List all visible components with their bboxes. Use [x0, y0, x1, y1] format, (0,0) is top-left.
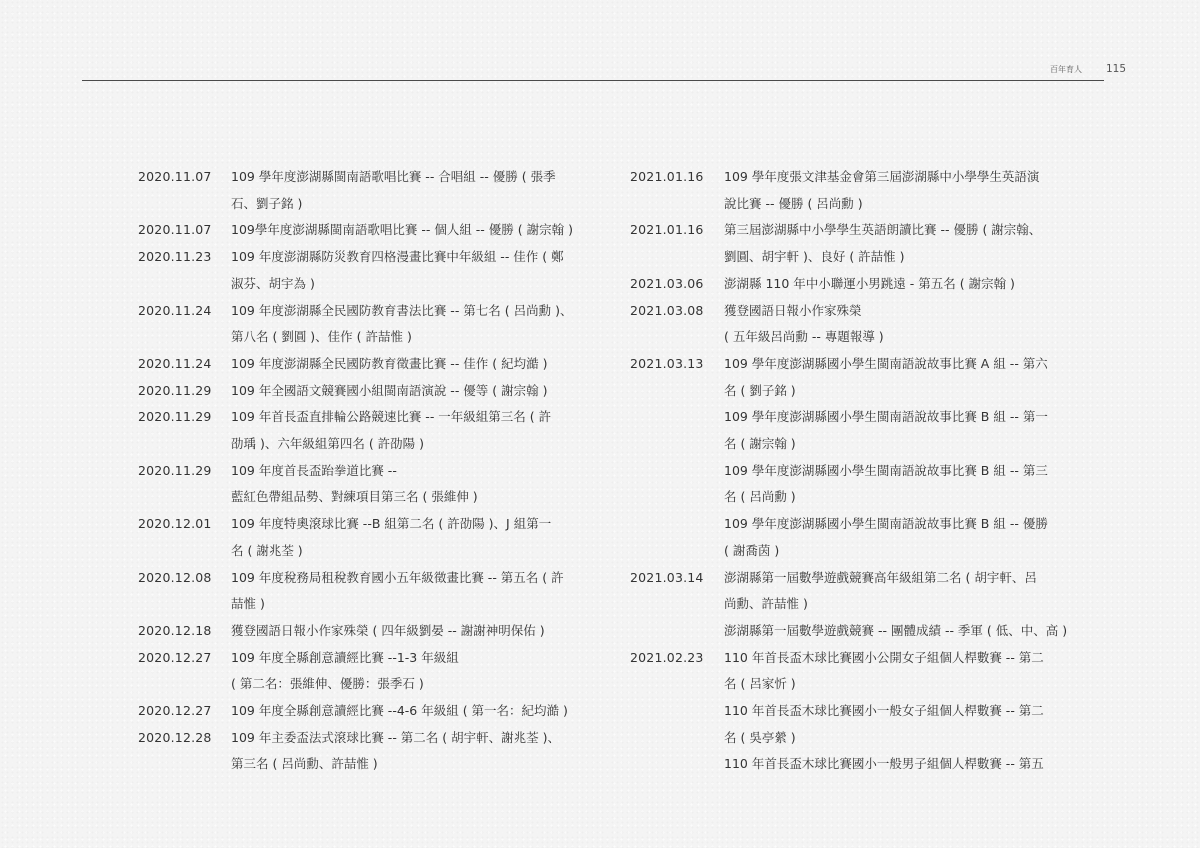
entry-date: 2021.02.23: [630, 649, 704, 665]
entry-text-line: 109 年度全縣創意讀經比賽 --4-6 年級組 ( 第一名：紀均澔 ): [231, 703, 568, 719]
award-entry: [138, 244, 608, 297]
entry-date: 2021.03.08: [630, 302, 704, 318]
entry-date: 2021.03.14: [630, 569, 704, 585]
entry-text: [231, 351, 608, 378]
entry-text-line: 藍紅色帶組品勢、對練項目第三名 ( 張維伸 ): [231, 489, 478, 505]
entry-text-line: 劭瑀 )、六年級組第四名 ( 許劭陽 ): [231, 436, 425, 452]
entry-text-line: 109 學年度澎湖縣國小學生閩南語說故事比賽 B 組 -- 第一: [724, 409, 1048, 425]
entry-text: [231, 565, 608, 618]
entry-text: [724, 511, 1100, 564]
entry-text-line: ( 謝喬茵 ): [724, 542, 780, 558]
award-entry: [138, 164, 608, 217]
entry-text-line: 石、劉子銘 ): [231, 195, 303, 211]
award-entry: [138, 645, 608, 698]
award-entry: [138, 458, 608, 511]
entry-date: 2020.11.23: [138, 249, 212, 265]
entry-text: [724, 404, 1100, 457]
entry-text: [231, 698, 608, 725]
entry-date: 2021.03.13: [630, 355, 704, 371]
award-entry: [630, 565, 1100, 618]
entry-text-line: 109 年度全縣創意讀經比賽 --1-3 年級組: [231, 649, 459, 665]
award-entry: [138, 404, 608, 457]
left-column: [138, 164, 608, 778]
entry-date: 2021.03.06: [630, 275, 704, 291]
award-entry: [138, 511, 608, 564]
entry-date: 2020.12.28: [138, 729, 212, 745]
entry-text-line: 109 年首長盃直排輪公路競速比賽 -- 一年級組第三名 ( 許: [231, 409, 552, 425]
entry-text-line: 110 年首長盃木球比賽國小公開女子組個人桿數賽 -- 第二: [724, 649, 1044, 665]
entry-text-line: 109學年度澎湖縣閩南語歌唱比賽 -- 個人組 -- 優勝 ( 謝宗翰 ): [231, 222, 573, 238]
entry-text-line: 109 學年度澎湖縣閩南語歌唱比賽 -- 合唱組 -- 優勝 ( 張季: [231, 169, 556, 184]
entry-text-line: 獲登國語日報小作家殊榮 ( 四年級劉晏 -- 謝謝神明保佑 ): [231, 622, 545, 638]
right-column: [630, 164, 1100, 778]
entry-date: 2020.11.29: [138, 409, 212, 425]
entry-text: [231, 645, 608, 698]
award-entry: [630, 618, 1100, 645]
entry-text-line: 第八名 ( 劉圓 )、佳作 ( 許喆惟 ): [231, 329, 412, 345]
entry-text-line: 109 年度澎湖縣全民國防教育徵畫比賽 -- 佳作 ( 紀均澔 ): [231, 355, 548, 371]
header-rule: [82, 80, 1104, 81]
entry-text-line: 澎湖縣第一屆數學遊戲競賽 -- 團體成績 -- 季軍 ( 低、中、高 ): [724, 622, 1068, 638]
entry-text-line: 109 年度澎湖縣防災教育四格漫畫比賽中年級組 -- 佳作 ( 鄭: [231, 249, 564, 265]
entry-text-line: 109 學年度張文津基金會第三屆澎湖縣中小學學生英語演: [724, 169, 1040, 184]
award-entry: [630, 164, 1100, 217]
entry-text: [231, 725, 608, 778]
entry-text-line: 109 年度首長盃跆拳道比賽 --: [231, 462, 397, 478]
entry-text: [231, 404, 608, 457]
entry-date: 2020.11.24: [138, 302, 212, 318]
header-title: 百年育人: [1050, 65, 1082, 74]
entry-date: 2020.11.29: [138, 382, 212, 398]
entry-text-line: ( 第二名：張維伸、優勝：張季石 ): [231, 676, 424, 692]
entry-text-line: 109 年全國語文競賽國小組閩南語演說 -- 優等 ( 謝宗翰 ): [231, 382, 548, 398]
entry-text: [724, 698, 1100, 751]
award-entry: [138, 565, 608, 618]
entry-text-line: 獲登國語日報小作家殊榮: [724, 302, 862, 318]
entry-text-line: 名 ( 呂家忻 ): [724, 676, 796, 692]
entry-text-line: 110 年首長盃木球比賽國小一般男子組個人桿數賽 -- 第五: [724, 756, 1044, 772]
entry-text: [724, 565, 1100, 618]
award-entry: [138, 698, 608, 725]
entry-text: [724, 164, 1100, 217]
award-entry: [138, 298, 608, 351]
entry-text: [724, 351, 1100, 404]
entry-text: [231, 618, 608, 645]
entry-date: 2020.11.24: [138, 355, 212, 371]
entry-text: [231, 217, 608, 244]
award-entry: [630, 271, 1100, 298]
entry-text-line: 第三名 ( 呂尚勳、許喆惟 ): [231, 756, 378, 772]
entry-text-line: 名 ( 呂尚勳 ): [724, 489, 796, 505]
entry-text: [231, 164, 608, 217]
award-entry: [630, 698, 1100, 751]
entry-text-line: 澎湖縣 110 年中小聯運小男跳遠 - 第五名 ( 謝宗翰 ): [724, 275, 1015, 291]
entry-text-line: 109 學年度澎湖縣國小學生閩南語說故事比賽 A 組 -- 第六: [724, 355, 1048, 371]
entry-text: [231, 458, 608, 511]
entry-date: 2021.01.16: [630, 222, 704, 238]
entry-text-line: ( 五年級呂尚勳 -- 專題報導 ): [724, 329, 884, 345]
award-entry: [630, 404, 1100, 457]
entry-text: [231, 378, 608, 405]
entry-text-line: 第三屆澎湖縣中小學學生英語朗讀比賽 -- 優勝 ( 謝宗翰、: [724, 222, 1042, 238]
entry-text-line: 109 學年度澎湖縣國小學生閩南語說故事比賽 B 組 -- 優勝: [724, 516, 1048, 532]
entry-text-line: 109 年主委盃法式滾球比賽 -- 第二名 ( 胡宇軒、謝兆荃 )、: [231, 729, 560, 745]
entry-text-line: 劉圓、胡宇軒 )、良好 ( 許喆惟 ): [724, 249, 905, 265]
award-entry: [630, 458, 1100, 511]
entry-text: [231, 298, 608, 351]
award-entry: [630, 645, 1100, 698]
entry-text-line: 109 年度特奧滾球比賽 --B 組第二名 ( 許劭陽 )、J 組第一: [231, 516, 552, 532]
entry-date: 2020.11.07: [138, 169, 212, 184]
entry-text: [724, 217, 1100, 270]
award-entry: [138, 378, 608, 405]
page-header: [0, 0, 1200, 90]
entry-text: [724, 751, 1100, 778]
award-entry: [630, 351, 1100, 404]
award-entry: [138, 725, 608, 778]
award-entry: [630, 217, 1100, 270]
entry-text-line: 澎湖縣第一屆數學遊戲競賽高年級組第二名 ( 胡宇軒、呂: [724, 569, 1037, 585]
award-entry: [630, 511, 1100, 564]
award-entry: [138, 618, 608, 645]
entry-date: 2020.12.01: [138, 516, 212, 532]
entry-date: 2020.12.18: [138, 622, 212, 638]
entry-date: 2020.11.07: [138, 222, 212, 238]
entry-date: 2020.12.27: [138, 649, 212, 665]
entry-text-line: 尚勳、許喆惟 ): [724, 596, 808, 612]
entry-text: [231, 244, 608, 297]
award-entry: [138, 351, 608, 378]
entry-text-line: 109 學年度澎湖縣國小學生閩南語說故事比賽 B 組 -- 第三: [724, 462, 1048, 478]
entry-text-line: 名 ( 謝兆荃 ): [231, 542, 303, 558]
award-entry: [630, 751, 1100, 778]
entry-text-line: 名 ( 謝宗翰 ): [724, 436, 796, 452]
entry-text-line: 喆惟 ): [231, 596, 265, 612]
entry-text-line: 名 ( 劉子銘 ): [724, 382, 796, 398]
award-entry: [138, 217, 608, 244]
entry-text: [724, 618, 1100, 645]
entry-date: 2020.12.08: [138, 569, 212, 585]
entry-text-line: 110 年首長盃木球比賽國小一般女子組個人桿數賽 -- 第二: [724, 703, 1044, 719]
entry-text-line: 名 ( 吳亭縈 ): [724, 729, 796, 745]
entry-text: [231, 511, 608, 564]
entry-text-line: 109 年度稅務局租稅教育國小五年級徵畫比賽 -- 第五名 ( 許: [231, 569, 564, 585]
entry-date: 2021.01.16: [630, 169, 704, 184]
entry-text-line: 說比賽 -- 優勝 ( 呂尚勳 ): [724, 195, 863, 211]
entry-text: [724, 645, 1100, 698]
award-entry: [630, 298, 1100, 351]
entry-text: [724, 298, 1100, 351]
entry-text: [724, 271, 1100, 298]
entry-text-line: 109 年度澎湖縣全民國防教育書法比賽 -- 第七名 ( 呂尚勳 )、: [231, 302, 573, 318]
page-number: 115: [1106, 63, 1127, 75]
entry-date: 2020.12.27: [138, 703, 212, 719]
entry-text-line: 淑芬、胡宇為 ): [231, 275, 315, 291]
entry-date: 2020.11.29: [138, 462, 212, 478]
entry-text: [724, 458, 1100, 511]
